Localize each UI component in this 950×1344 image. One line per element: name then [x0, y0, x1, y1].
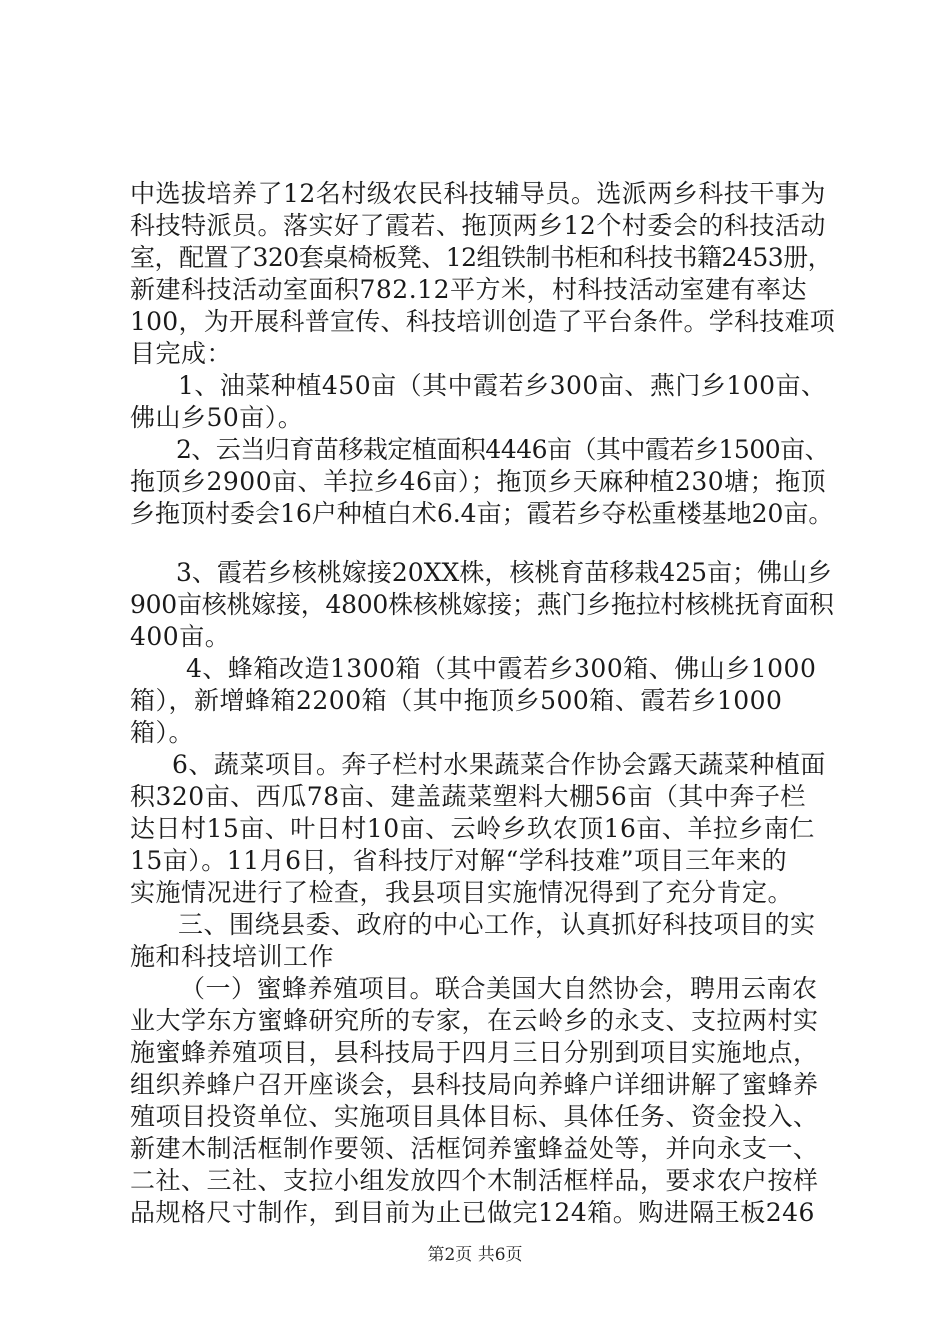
text-line: 3、霞若乡核桃嫁接20XX株，核桃育苗移栽425亩；佛山乡: [176, 558, 833, 587]
text-line: 400亩。: [130, 622, 231, 651]
text-line: 拖顶乡2900亩、羊拉乡46亩）；拖顶乡天麻种植230塘；拖顶: [130, 467, 827, 496]
text-line: 积320亩、西瓜78亩、建盖蔬菜塑料大棚56亩（其中奔子栏: [130, 782, 806, 811]
text-line: 箱），新增蜂箱2200箱（其中拖顶乡500箱、霞若乡1000: [130, 686, 783, 715]
text-line: 6、蔬菜项目。奔子栏村水果蔬菜合作协会露天蔬菜种植面: [172, 750, 826, 779]
text-line: 佛山乡50亩）。: [130, 403, 304, 432]
text-line: 达日村15亩、叶日村10亩、云岭乡玖农顶16亩、羊拉乡南仁: [130, 814, 815, 843]
text-line: 箱）。: [130, 718, 195, 747]
text-line: 殖项目投资单位、实施项目具体目标、具体任务、资金投入、: [130, 1102, 819, 1131]
text-line: 组织养蜂户召开座谈会，县科技局向养蜂户详细讲解了蜜蜂养: [130, 1070, 819, 1099]
text-line: 900亩核桃嫁接，4800株核桃嫁接；燕门乡拖拉村核桃抚育面积: [130, 590, 834, 619]
text-line: 施和科技培训工作: [130, 942, 335, 971]
text-line: 实施情况进行了检查，我县项目实施情况得到了充分肯定。: [130, 878, 794, 907]
text-line: （一）蜜蜂养殖项目。联合美国大自然协会，聘用云南农: [180, 974, 818, 1003]
text-line: 中选拔培养了12名村级农民科技辅导员。选派两乡科技干事为: [130, 179, 826, 208]
page-number-footer: 第2页 共6页: [427, 1245, 523, 1265]
text-line: 室，配置了320套桌椅板凳、12组铁制书柜和科技书籍2453册，: [130, 243, 833, 272]
text-line: 三、围绕县委、政府的中心工作，认真抓好科技项目的实: [178, 910, 816, 939]
text-line: 施蜜蜂养殖项目，县科技局于四月三日分别到项目实施地点，: [130, 1038, 819, 1067]
text-line: 科技特派员。落实好了霞若、拖顶两乡12个村委会的科技活动: [130, 211, 826, 240]
text-line: 新建木制活框制作要领、活框饲养蜜蜂益处等，并向永支一、: [130, 1134, 819, 1163]
text-line: 二社、三社、支拉小组发放四个木制活框样品，要求农户按样: [130, 1166, 819, 1195]
text-line: 目完成：: [130, 339, 233, 368]
text-line: 2、云当归育苗移栽定植面积4446亩（其中霞若乡1500亩、: [176, 435, 830, 464]
text-line: 15亩）。11月6日，省科技厅对解“学科技难”项目三年来的: [130, 846, 788, 875]
text-line: 1、油菜种植450亩（其中霞若乡300亩、燕门乡100亩、: [178, 371, 827, 400]
text-line: 100，为开展科普宣传、科技培训创造了平台条件。学科技难项: [130, 307, 835, 336]
text-line: 乡拖顶村委会16户种植白术6.4亩；霞若乡夺松重楼基地20亩。: [130, 499, 834, 528]
text-line: 4、蜂箱改造1300箱（其中霞若乡300箱、佛山乡1000: [186, 654, 817, 683]
text-line: 品规格尺寸制作，到目前为止已做完124箱。购进隔王板246: [130, 1198, 815, 1227]
text-line: 业大学东方蜜蜂研究所的专家，在云岭乡的永支、支拉两村实: [130, 1006, 819, 1035]
text-line: 新建科技活动室面积782.12平方米，村科技活动室建有率达: [130, 275, 807, 304]
